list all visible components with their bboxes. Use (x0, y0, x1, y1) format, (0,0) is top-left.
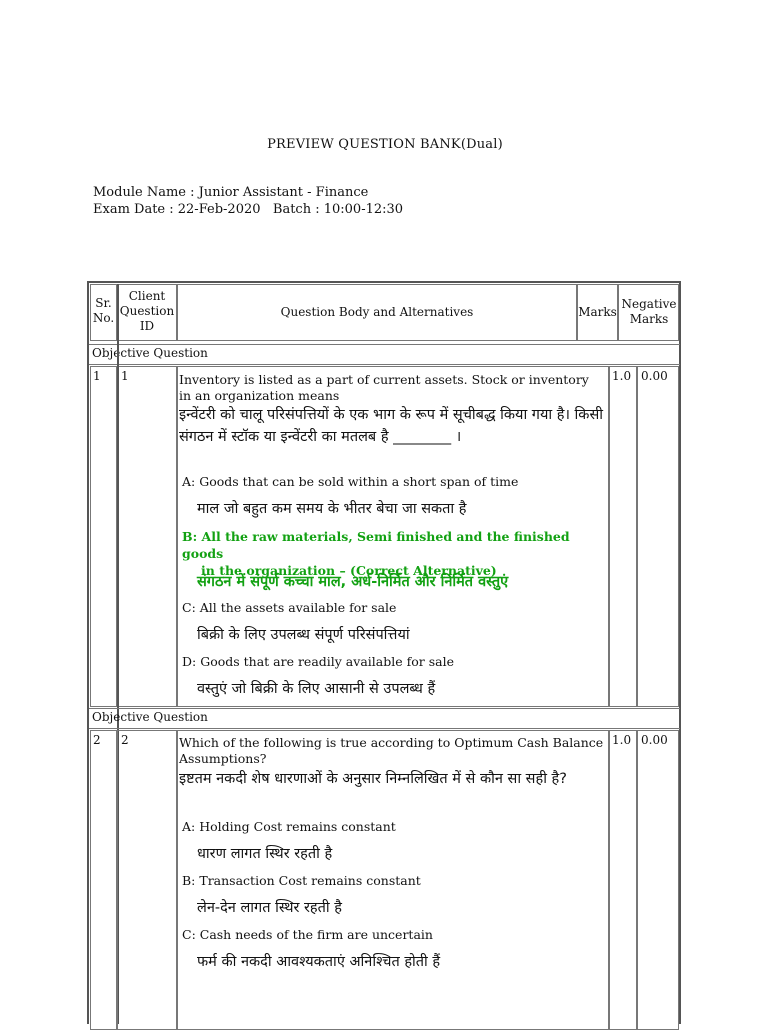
col-header-sr: Sr. No. (92, 296, 115, 325)
q2-body-en: Which of the following is true according to Optimum Cash Balance Assumptions? (179, 735, 604, 766)
q1-option-c-hi: बिक्री के लिए उपलब्ध संपूर्ण परिसंपत्तियां (197, 627, 410, 643)
q2-option-b-en: B: Transaction Cost remains constant (182, 873, 421, 888)
section-label: Objective Question (92, 346, 208, 360)
q2-option-b-hi: लेन-देन लागत स्थिर रहती है (197, 900, 342, 916)
q1-option-b-hi: संगठन में संपूर्ण कच्चा माल, अर्ध-निर्मित और निर्मित वस्तुएं (197, 574, 509, 590)
col-header-body: Question Body and Alternatives (280, 305, 474, 319)
q1-option-b-line2: in the organization – (Correct Alternative) (201, 563, 497, 578)
q2-sr: 2 (93, 733, 101, 747)
module-name: Module Name : Junior Assistant - Finance (93, 185, 369, 200)
q1-body-en: Inventory is listed as a part of current assets. Stock or inventory in an organization means (179, 372, 589, 403)
q2-option-a-en: A: Holding Cost remains constant (182, 819, 396, 834)
col-header-negative: Negative Marks (621, 297, 677, 326)
section-label: Objective Question (92, 710, 208, 724)
page-title: PREVIEW QUESTION BANK(Dual) (267, 137, 503, 152)
q2-option-c-hi: फर्म की नकदी आवश्यकताएं अनिश्चित होती हैं (197, 954, 441, 970)
q1-option-d-en: D: Goods that are readily available for sale (182, 654, 454, 669)
col-header-client-id: Client Question ID (119, 289, 175, 333)
q2-option-a-hi: धारण लागत स्थिर रहती है (197, 846, 333, 862)
q2-client-id: 2 (121, 733, 129, 747)
q1-option-c-en: C: All the assets available for sale (182, 600, 397, 615)
q1-client-id: 1 (121, 369, 129, 383)
q1-option-a-hi: माल जो बहुत कम समय के भीतर बेचा जा सकता है (197, 501, 467, 517)
q1-sr: 1 (93, 369, 101, 383)
q2-negative: 0.00 (641, 733, 668, 747)
q2-marks: 1.0 (612, 733, 632, 747)
q1-option-b-line1: B: All the raw materials, Semi finished and the finished goods (182, 529, 570, 561)
q2-option-c-en: C: Cash needs of the firm are uncertain (182, 927, 433, 942)
col-header-marks: Marks (578, 305, 617, 319)
q1-option-d-hi: वस्तुएं जो बिक्री के लिए आसानी से उपलब्ध हैं (197, 681, 436, 697)
q1-body-hi: इन्वेंटरी को चालू परिसंपत्तियों के एक भाग के रूप में सूचीबद्ध किया गया है। किसी संगठन में स्टॉक या इन्वेंटरी का मतलब है ________ । (179, 407, 603, 445)
q1-option-a-en: A: Goods that can be sold within a short span of time (182, 474, 519, 489)
q2-body-hi: इष्टतम नकदी शेष धारणाओं के अनुसार निम्नलिखित में से कौन सा सही है? (179, 771, 567, 787)
q1-negative: 0.00 (641, 369, 668, 383)
exam-date-batch: Exam Date : 22-Feb-2020 Batch : 10:00-12:30 (93, 202, 404, 217)
q1-marks: 1.0 (612, 369, 632, 383)
